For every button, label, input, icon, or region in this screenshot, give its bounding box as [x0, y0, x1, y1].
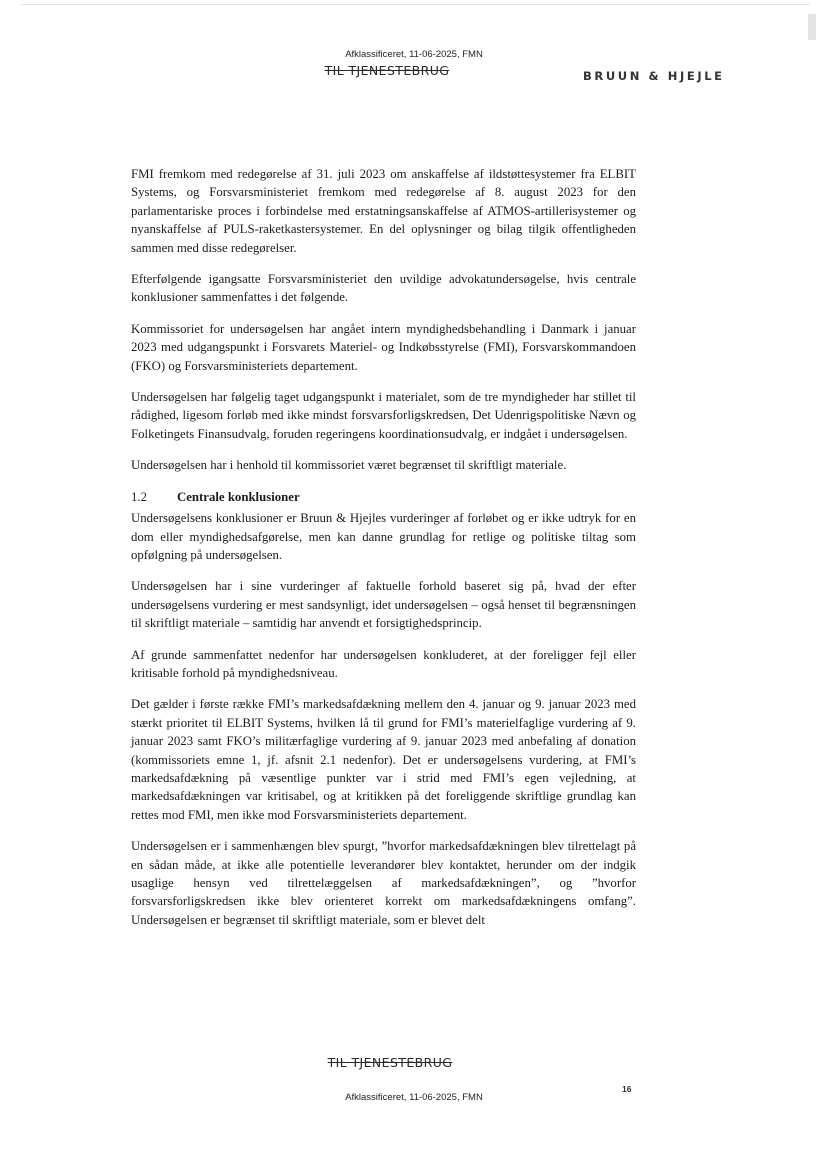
paragraph: Undersøgelsens konklusioner er Bruun & Hjejles vurderinger af forløbet og er ikke udtryk for en dom eller myndighedsafgørelse, men kan danne grundlag for retlige og politiske tiltag som opfølgning på undersøgelsen. — [131, 511, 636, 562]
footer-tag: TIL TJENESTEBRUG — [327, 1055, 453, 1070]
page-number: 16 — [622, 1084, 632, 1094]
header-classification: Afklassificeret, 11-06-2025, FMN — [345, 49, 483, 60]
scan-corner-mark — [808, 14, 816, 40]
paragraph: Af grunde sammenfattet nedenfor har undersøgelsen konkluderet, at der foreligger fejl eller kritisable forhold på myndighedsniveau. — [131, 647, 636, 680]
brand-logo-text: BRUUN & HJEJLE — [583, 69, 725, 83]
section-heading — [131, 488, 636, 506]
document-body — [131, 165, 636, 942]
header-tag: TIL TJENESTEBRUG — [324, 63, 450, 78]
paragraph: Kommissoriet for undersøgelsen har angået intern myndighedsbehandling i Danmark i januar 2023 med udgangspunkt i Forsvarets Materiel- og Indkøbsstyrelse (FMI), Forsvarskommandoen (FKO) og Forsvarsministeriets departement. — [131, 321, 636, 373]
paragraph: FMI fremkom med redegørelse af 31. juli 2023 om anskaffelse af ildstøttesystemer fra ELBIT Systems, og Forsvarsministeriet fremkom med redegørelse af 8. august 2023 for den parlamentariske proces i forbindelse med erstatningsanskaffelse af ATMOS-artillerisystemer og nyanskaffelse af PULS-raketkastersystemer. En del oplysninger og bilag tilgik offentligheden sammen med disse redegørelser. — [131, 167, 636, 255]
paragraph: Det gælder i første række FMI’s markedsafdækning mellem den 4. januar og 9. januar 2023 med stærkt prioritet til ELBIT Systems, hvilken lå til grund for FMI’s materielfaglige vurdering af 9. januar 2023 samt FKO’s militærfaglige vurdering af 9. januar 2023 med anbefaling af donation (kommissoriets emne 1, jf. afsnit 2.1 nedenfor). Det er undersøgelsens vurdering, at FMI’s markedsafdækning på væsentlige punkter var i strid med FMI’s egen vejledning, at markedsafdækningen var kritisabel, og at kritikken på det foreliggende skriftlige grundlag kan rettes mod FMI, men ikke mod Forsvarsministeriets departement. — [131, 697, 636, 822]
paragraph: Undersøgelsen er i sammenhængen blev spurgt, ”hvorfor markedsafdækningen blev tilrettelagt på en sådan måde, at ikke alle potentielle leverandører blev kontaktet, herunder om der indgik usaglige hensyn ved tilrettelæggelsen af markedsafdækningen”, og ”hvorfor forsvarsforligskredsen ikke blev orienteret korrekt om markedsafdækningens omfang”. Undersøgelsen er begrænset til skriftligt materiale, som er blevet delt — [131, 839, 636, 927]
section-number: 1.2 — [131, 489, 147, 504]
paragraph: Efterfølgende igangsatte Forsvarsministeriet den uvildige advokatundersøgelse, hvis centrale konklusioner sammenfattes i det følgende. — [131, 272, 636, 305]
paragraph: Undersøgelsen har følgelig taget udgangspunkt i materialet, som de tre myndigheder har stillet til rådighed, ligesom forløb med ikke mindst forsvarsforligskredsen, Det Udenrigspolitiske Nævn og Folketingets Finansudvalg, foruden regeringens koordinationsudvalg, er indgået i undersøgelsen. — [131, 390, 636, 441]
paragraph: Undersøgelsen har i sine vurderinger af faktuelle forhold baseret sig på, hvad der efter undersøgelsens vurdering er mest sandsynligt, idet undersøgelsen – også henset til begrænsningen til skriftligt materiale – samtidig har anvendt et forsigtighedsprincip. — [131, 579, 636, 631]
footer-classification: Afklassificeret, 11-06-2025, FMN — [345, 1092, 483, 1103]
paragraph: Undersøgelsen har i henhold til kommissoriet været begrænset til skriftligt materiale. — [131, 458, 567, 473]
section-title: Centrale konklusioner — [177, 489, 300, 504]
scan-edge-line — [20, 4, 810, 5]
